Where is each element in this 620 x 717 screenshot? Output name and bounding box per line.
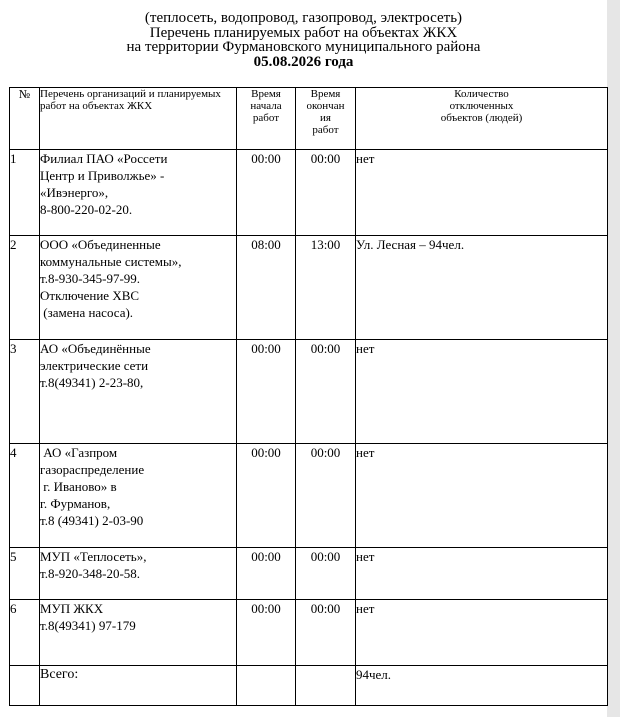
row-start-time: 00:00 bbox=[237, 548, 296, 600]
org-line: газораспределение bbox=[40, 462, 145, 477]
col-header-start-line: начала bbox=[250, 100, 282, 112]
row-organization bbox=[40, 340, 237, 444]
col-header-start bbox=[237, 88, 296, 150]
col-header-org: Перечень организаций и планируемых работ на объектах ЖКХ bbox=[40, 88, 237, 150]
table-header-row bbox=[10, 88, 608, 150]
org-line: т.8-930-345-97-99. bbox=[40, 271, 141, 286]
org-line: т.8(49341) 97-179 bbox=[40, 618, 136, 633]
row-affected-count: Ул. Лесная – 94чел. bbox=[356, 236, 608, 340]
row-affected-count: нет bbox=[356, 600, 608, 666]
org-line: МУП «Теплосеть», bbox=[40, 549, 147, 564]
org-line: 8-800-220-02-20. bbox=[40, 202, 133, 217]
row-number: 2 bbox=[10, 236, 40, 340]
org-line: коммунальные системы», bbox=[40, 254, 182, 269]
org-line: т.8-920-348-20-58. bbox=[40, 566, 141, 581]
total-label: Всего: bbox=[40, 666, 237, 706]
header-subtitle: (теплосеть, водопровод, газопровод, электросеть) bbox=[144, 10, 463, 26]
row-end-time: 00:00 bbox=[296, 340, 356, 444]
total-start-cell bbox=[237, 666, 296, 706]
row-end-time: 13:00 bbox=[296, 236, 356, 340]
table-row bbox=[10, 548, 608, 600]
org-line: (замена насоса). bbox=[40, 305, 134, 320]
col-header-num: № bbox=[10, 88, 40, 150]
row-end-time: 00:00 bbox=[296, 150, 356, 236]
page-edge bbox=[607, 0, 620, 717]
table-row bbox=[10, 150, 608, 236]
row-organization bbox=[40, 444, 237, 548]
org-line: ООО «Объединенные bbox=[40, 237, 161, 252]
row-start-time: 00:00 bbox=[237, 444, 296, 548]
row-affected-count: нет bbox=[356, 444, 608, 548]
col-header-end-line: работ bbox=[312, 124, 339, 136]
row-number: 4 bbox=[10, 444, 40, 548]
col-header-count bbox=[356, 88, 608, 150]
header-area: на территории Фурмановского муниципального района bbox=[126, 39, 481, 55]
works-table bbox=[9, 87, 608, 706]
org-line: Отключение ХВС bbox=[40, 288, 140, 303]
org-line: электрические сети bbox=[40, 358, 149, 373]
row-end-time: 00:00 bbox=[296, 600, 356, 666]
row-start-time: 08:00 bbox=[237, 236, 296, 340]
org-line: Центр и Приволжье» - bbox=[40, 168, 165, 183]
row-organization bbox=[40, 600, 237, 666]
row-affected-count: нет bbox=[356, 548, 608, 600]
col-header-end-line: ия bbox=[320, 112, 331, 124]
org-line: т.8 (49341) 2-03-90 bbox=[40, 513, 144, 528]
row-end-time: 00:00 bbox=[296, 444, 356, 548]
row-organization bbox=[40, 150, 237, 236]
col-header-end-line: Время bbox=[310, 88, 341, 100]
row-start-time: 00:00 bbox=[237, 340, 296, 444]
table-row bbox=[10, 600, 608, 666]
col-header-end-line: окончан bbox=[306, 100, 345, 112]
row-number: 6 bbox=[10, 600, 40, 666]
table-row bbox=[10, 340, 608, 444]
document-header bbox=[0, 11, 607, 69]
row-organization bbox=[40, 548, 237, 600]
row-affected-count: нет bbox=[356, 150, 608, 236]
total-end-cell bbox=[296, 666, 356, 706]
total-value: 94чел. bbox=[356, 666, 608, 706]
col-header-start-line: работ bbox=[252, 112, 280, 124]
row-end-time: 00:00 bbox=[296, 548, 356, 600]
org-line: «Ивэнерго», bbox=[40, 185, 109, 200]
header-date: 05.08.2026 года bbox=[253, 53, 354, 70]
row-number: 3 bbox=[10, 340, 40, 444]
row-start-time: 00:00 bbox=[237, 150, 296, 236]
org-line: г. Иваново» в bbox=[40, 479, 117, 494]
col-header-start-line: Время bbox=[251, 88, 281, 100]
col-header-count-line: Количество bbox=[454, 88, 509, 100]
row-number: 1 bbox=[10, 150, 40, 236]
row-number: 5 bbox=[10, 548, 40, 600]
org-line: АО «Газпром bbox=[40, 445, 118, 460]
table-row bbox=[10, 236, 608, 340]
org-line: т.8(49341) 2-23-80, bbox=[40, 375, 144, 390]
row-organization bbox=[40, 236, 237, 340]
table-row bbox=[10, 444, 608, 548]
total-number-cell bbox=[10, 666, 40, 706]
org-line: г. Фурманов, bbox=[40, 496, 111, 511]
row-start-time: 00:00 bbox=[237, 600, 296, 666]
col-header-count-line: отключенных bbox=[449, 100, 514, 112]
row-affected-count: нет bbox=[356, 340, 608, 444]
col-header-end bbox=[296, 88, 356, 150]
header-title: Перечень планируемых работ на объектах ЖКХ bbox=[149, 24, 458, 41]
table-total-row bbox=[10, 666, 608, 706]
org-line: АО «Объединённые bbox=[40, 341, 151, 356]
org-line: Филиал ПАО «Россети bbox=[40, 151, 168, 166]
col-header-count-line: объектов (людей) bbox=[440, 112, 523, 124]
org-line: МУП ЖКХ bbox=[40, 601, 104, 616]
